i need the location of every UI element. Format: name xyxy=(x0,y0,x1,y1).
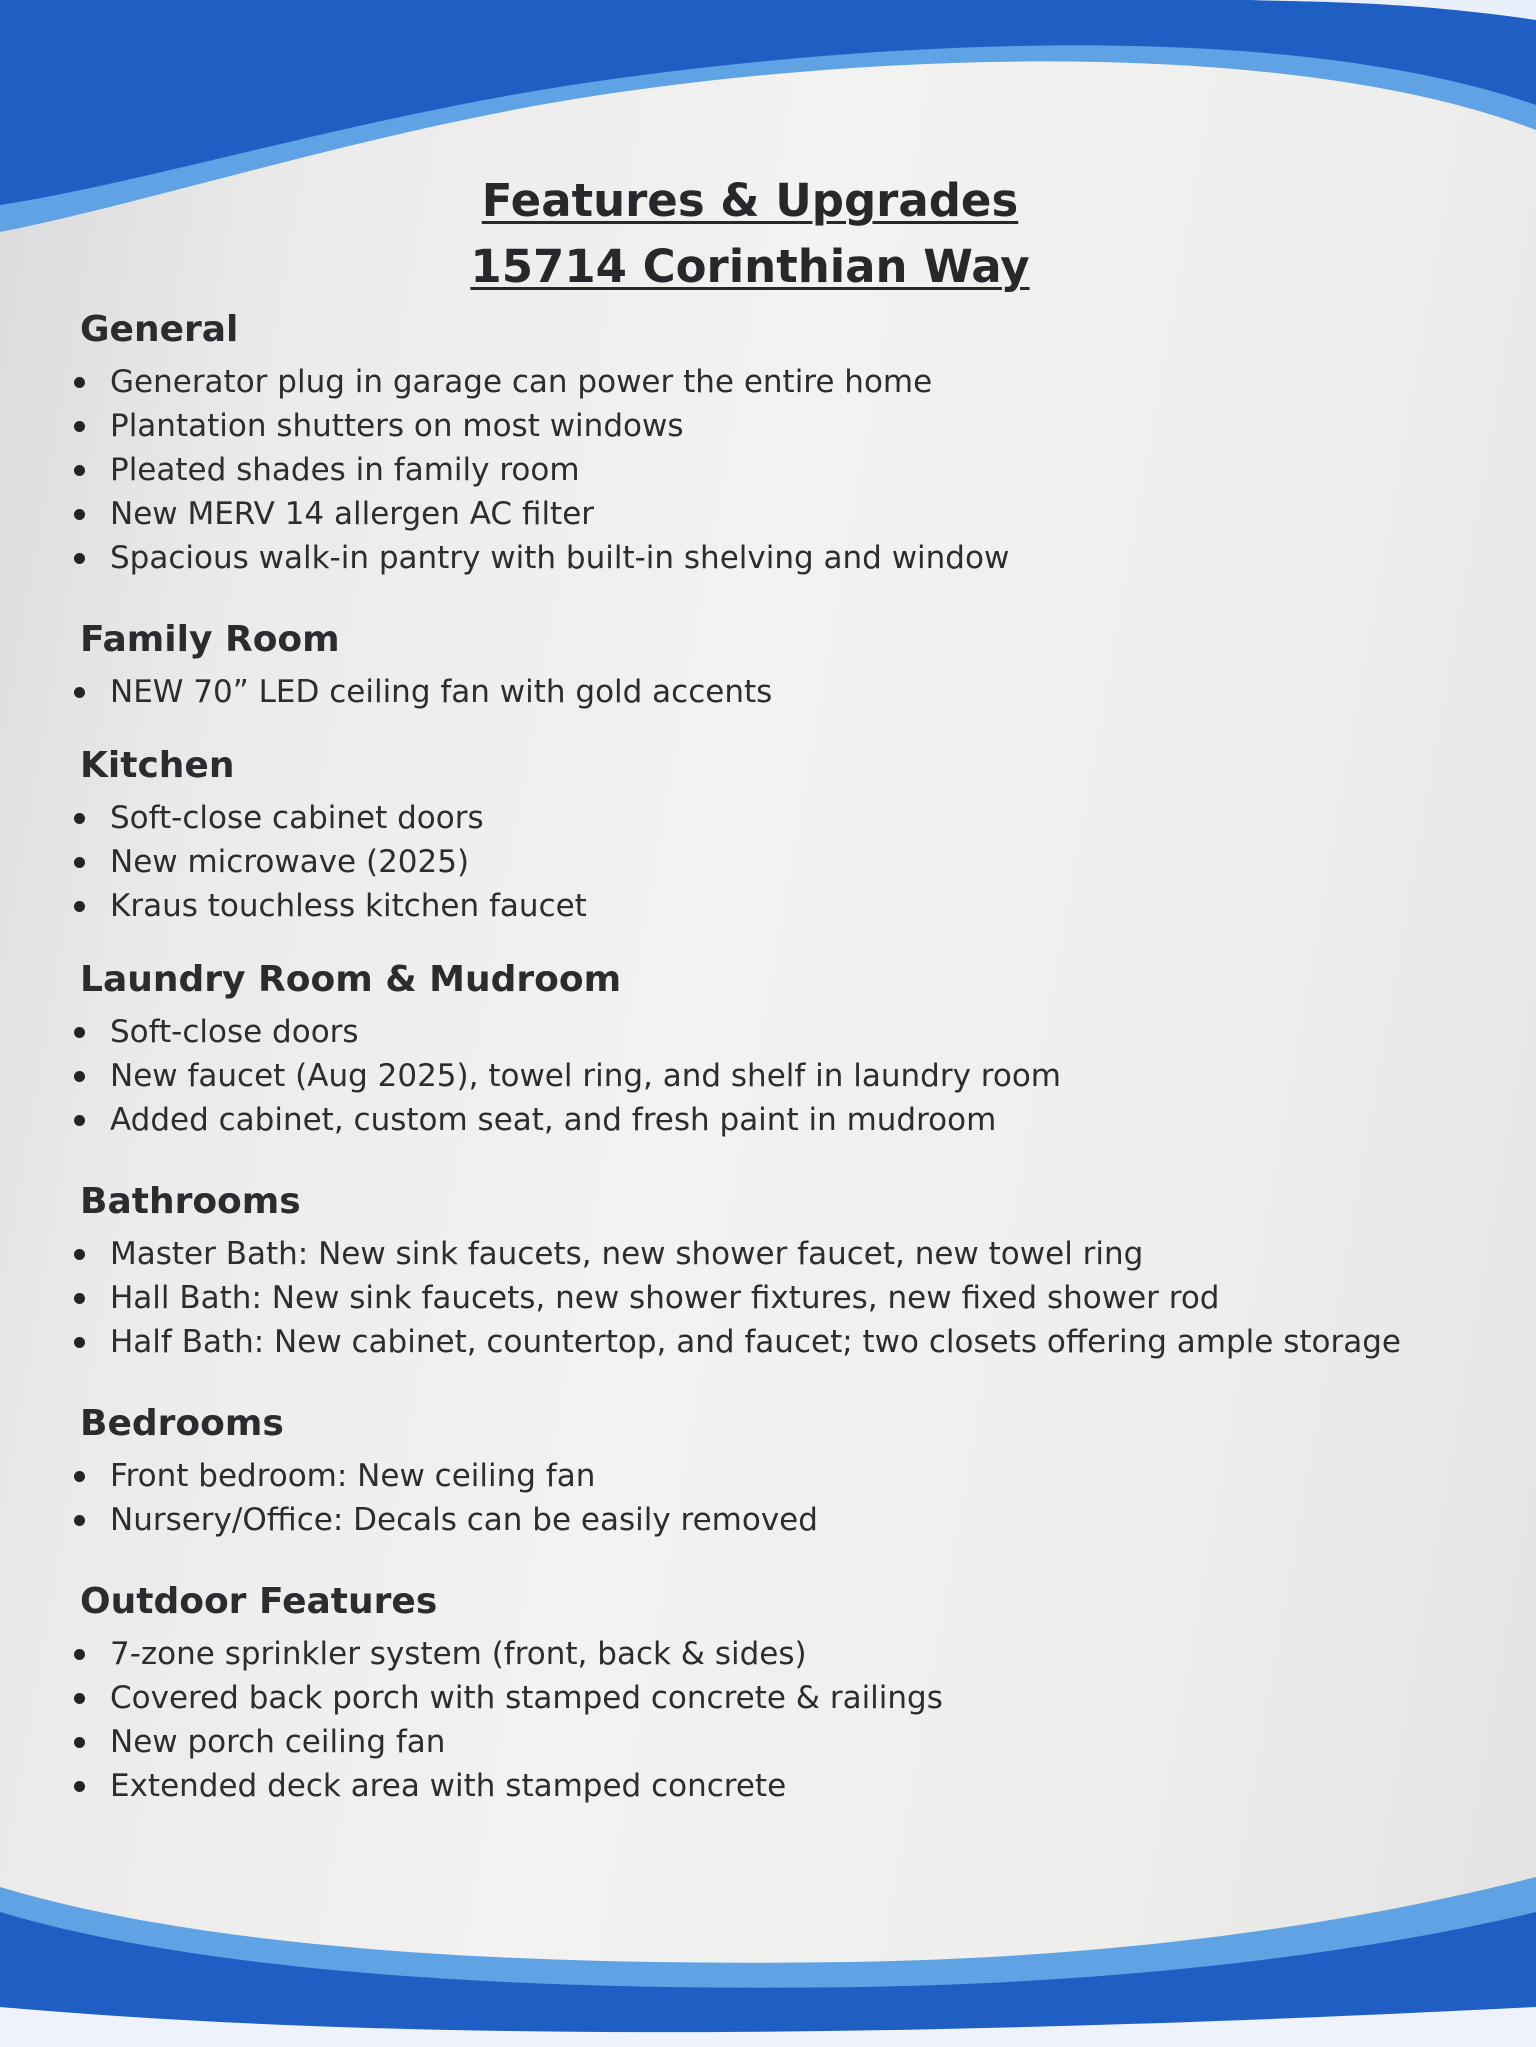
bullet-icon xyxy=(74,377,85,388)
list-item: New faucet (Aug 2025), towel ring, and shelf in laundry room xyxy=(60,1054,1500,1098)
section-heading-bedrooms: Bedrooms xyxy=(80,1403,284,1444)
list-item: Plantation shutters on most windows xyxy=(60,404,1500,448)
section-family-room xyxy=(60,610,1500,714)
section-bedrooms xyxy=(60,1394,1500,1542)
list-bathrooms xyxy=(60,1232,1500,1364)
list-item: Front bedroom: New ceiling fan xyxy=(60,1454,1500,1498)
bottom-blue-wave-decoration xyxy=(0,1857,1536,2047)
bullet-icon xyxy=(74,1115,85,1126)
list-family-room xyxy=(60,670,1500,714)
bullet-icon xyxy=(74,553,85,564)
bullet-icon xyxy=(74,1249,85,1260)
list-item: Master Bath: New sink faucets, new shower faucet, new towel ring xyxy=(60,1232,1500,1276)
bullet-icon xyxy=(74,1337,85,1348)
list-laundry-mudroom xyxy=(60,1010,1500,1142)
section-outdoor-features xyxy=(60,1572,1500,1808)
list-item: Hall Bath: New sink faucets, new shower fixtures, new fixed shower rod xyxy=(60,1276,1500,1320)
bullet-icon xyxy=(74,421,85,432)
section-heading-general: General xyxy=(80,309,239,350)
title-block xyxy=(0,168,1500,300)
bullet-icon xyxy=(74,1781,85,1792)
list-item: Half Bath: New cabinet, countertop, and faucet; two closets offering ample storage xyxy=(60,1320,1500,1364)
bullet-icon xyxy=(74,687,85,698)
section-laundry-mudroom xyxy=(60,950,1500,1142)
section-general xyxy=(60,300,1500,580)
bullet-icon xyxy=(74,1737,85,1748)
list-item: Extended deck area with stamped concrete xyxy=(60,1764,1500,1808)
document-title: Features & Upgrades xyxy=(481,174,1019,227)
list-item: Nursery/Office: Decals can be easily removed xyxy=(60,1498,1500,1542)
list-item: 7-zone sprinkler system (front, back & sides) xyxy=(60,1632,1500,1676)
features-content xyxy=(60,300,1500,1808)
bullet-icon xyxy=(74,1471,85,1482)
section-kitchen xyxy=(60,736,1500,928)
list-item: Spacious walk-in pantry with built-in shelving and window xyxy=(60,536,1500,580)
list-kitchen xyxy=(60,796,1500,928)
bullet-icon xyxy=(74,465,85,476)
list-item: New porch ceiling fan xyxy=(60,1720,1500,1764)
property-address: 15714 Corinthian Way xyxy=(470,240,1030,293)
list-item: Soft-close cabinet doors xyxy=(60,796,1500,840)
bullet-icon xyxy=(74,1293,85,1304)
list-item: Kraus touchless kitchen faucet xyxy=(60,884,1500,928)
section-heading-bathrooms: Bathrooms xyxy=(80,1181,301,1222)
bullet-icon xyxy=(74,509,85,520)
list-item: New MERV 14 allergen AC filter xyxy=(60,492,1500,536)
list-item: Covered back porch with stamped concrete & railings xyxy=(60,1676,1500,1720)
bullet-icon xyxy=(74,1515,85,1526)
list-item: Pleated shades in family room xyxy=(60,448,1500,492)
section-bathrooms xyxy=(60,1172,1500,1364)
bullet-icon xyxy=(74,901,85,912)
list-general xyxy=(60,360,1500,580)
section-heading-outdoor-features: Outdoor Features xyxy=(80,1581,438,1622)
bullet-icon xyxy=(74,1649,85,1660)
bullet-icon xyxy=(74,1693,85,1704)
list-item: New microwave (2025) xyxy=(60,840,1500,884)
bullet-icon xyxy=(74,1027,85,1038)
list-item: Soft-close doors xyxy=(60,1010,1500,1054)
bullet-icon xyxy=(74,813,85,824)
list-outdoor-features xyxy=(60,1632,1500,1808)
list-item: Generator plug in garage can power the entire home xyxy=(60,360,1500,404)
section-heading-kitchen: Kitchen xyxy=(80,745,235,786)
bullet-icon xyxy=(74,857,85,868)
section-heading-family-room: Family Room xyxy=(80,619,340,660)
list-item: NEW 70” LED ceiling fan with gold accents xyxy=(60,670,1500,714)
list-bedrooms xyxy=(60,1454,1500,1542)
section-heading-laundry-mudroom: Laundry Room & Mudroom xyxy=(80,959,622,1000)
list-item: Added cabinet, custom seat, and fresh paint in mudroom xyxy=(60,1098,1500,1142)
bullet-icon xyxy=(74,1071,85,1082)
